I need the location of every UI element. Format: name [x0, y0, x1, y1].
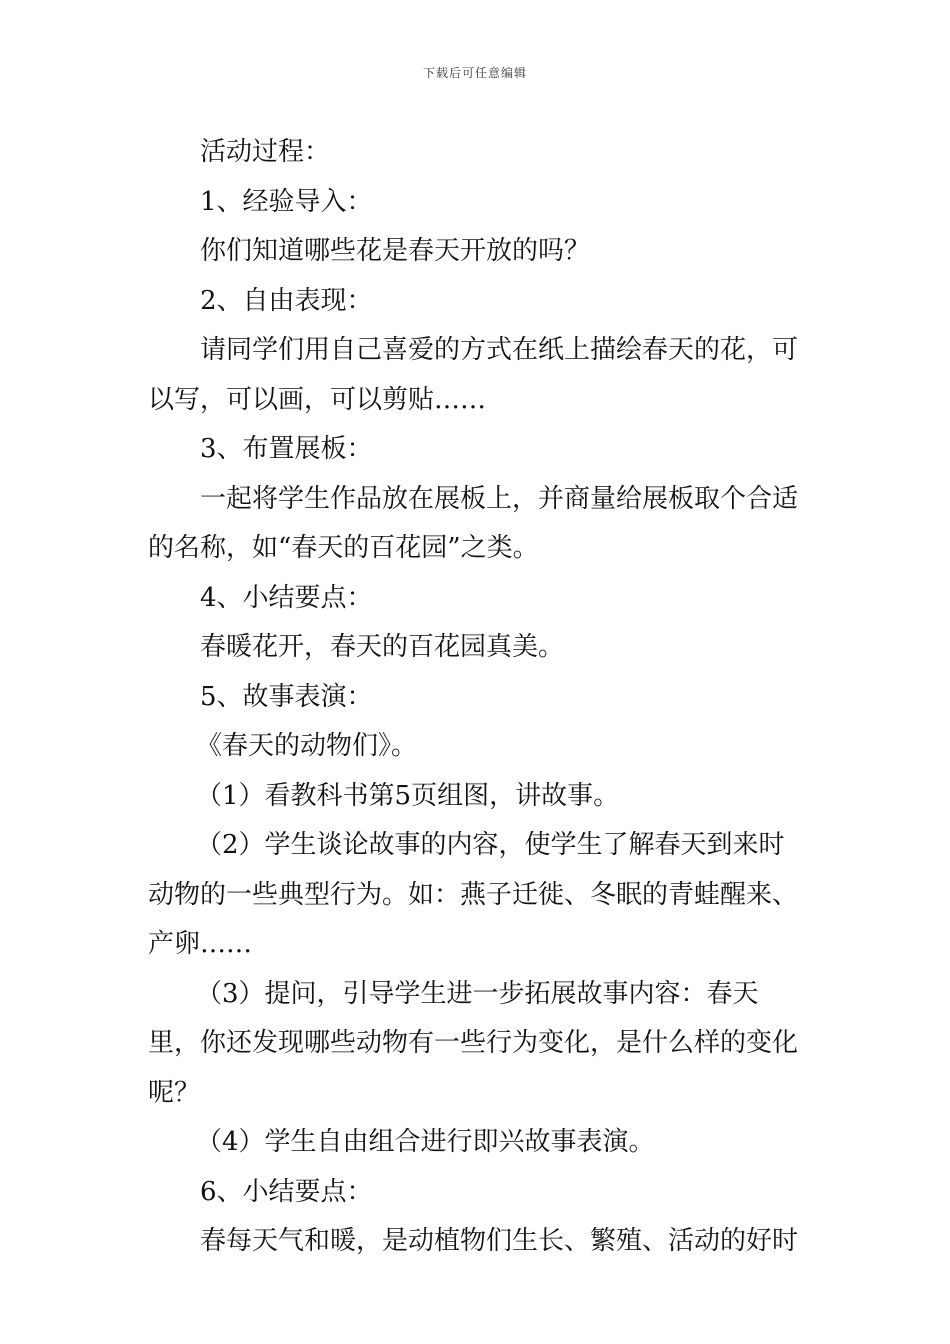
paragraph-step-6-heading: 6、小结要点： — [200, 1176, 373, 1207]
paragraph-substep-4: （4）学生自由组合进行即兴故事表演。 — [196, 1127, 655, 1157]
paragraph-substep-2: （2）学生谈论故事的内容，使学生了解春天到来时动物的一些典型行为。如：燕子迁徙、冬眠的青蛙醒来、产卵…… — [148, 830, 799, 959]
paragraph-activity-process: 活动过程： — [200, 137, 331, 167]
paragraph-step-1-heading: 1、经验导入： — [200, 186, 373, 217]
paragraph-step-5-heading: 5、故事表演： — [200, 681, 373, 712]
paragraph-story-title: 《春天的动物们》。 — [196, 731, 418, 761]
document-body — [148, 128, 808, 1267]
paragraph-step-3-body: 一起将学生作品放在展板上，并商量给展板取个合适的名称，如“春天的百花园”之类。 — [148, 483, 799, 563]
paragraph-step-1-question: 你们知道哪些花是春天开放的吗？ — [200, 236, 591, 266]
paragraph-step-2-body: 请同学们用自己喜爱的方式在纸上描绘春天的花，可以写，可以画，可以剪贴…… — [148, 335, 799, 415]
paragraph-step-4-body: 春暖花开，春天的百花园真美。 — [200, 632, 565, 662]
paragraph-substep-1: （1）看教科书第5页组图，讲故事。 — [196, 780, 620, 811]
paragraph-step-6-body: 春每天气和暖，是动植物们生长、繁殖、活动的好时 — [200, 1226, 799, 1256]
paragraph-substep-3: （3）提问，引导学生进一步拓展故事内容：春天里，你还发现哪些动物有一些行为变化，是什么样的变化呢？ — [148, 978, 799, 1108]
page-header: 下载后可任意编辑 — [422, 66, 527, 80]
paragraph-step-3-heading: 3、布置展板： — [200, 434, 373, 464]
paragraph-step-4-heading: 4、小结要点： — [200, 582, 373, 613]
paragraph-step-2-heading: 2、自由表现： — [200, 285, 373, 316]
